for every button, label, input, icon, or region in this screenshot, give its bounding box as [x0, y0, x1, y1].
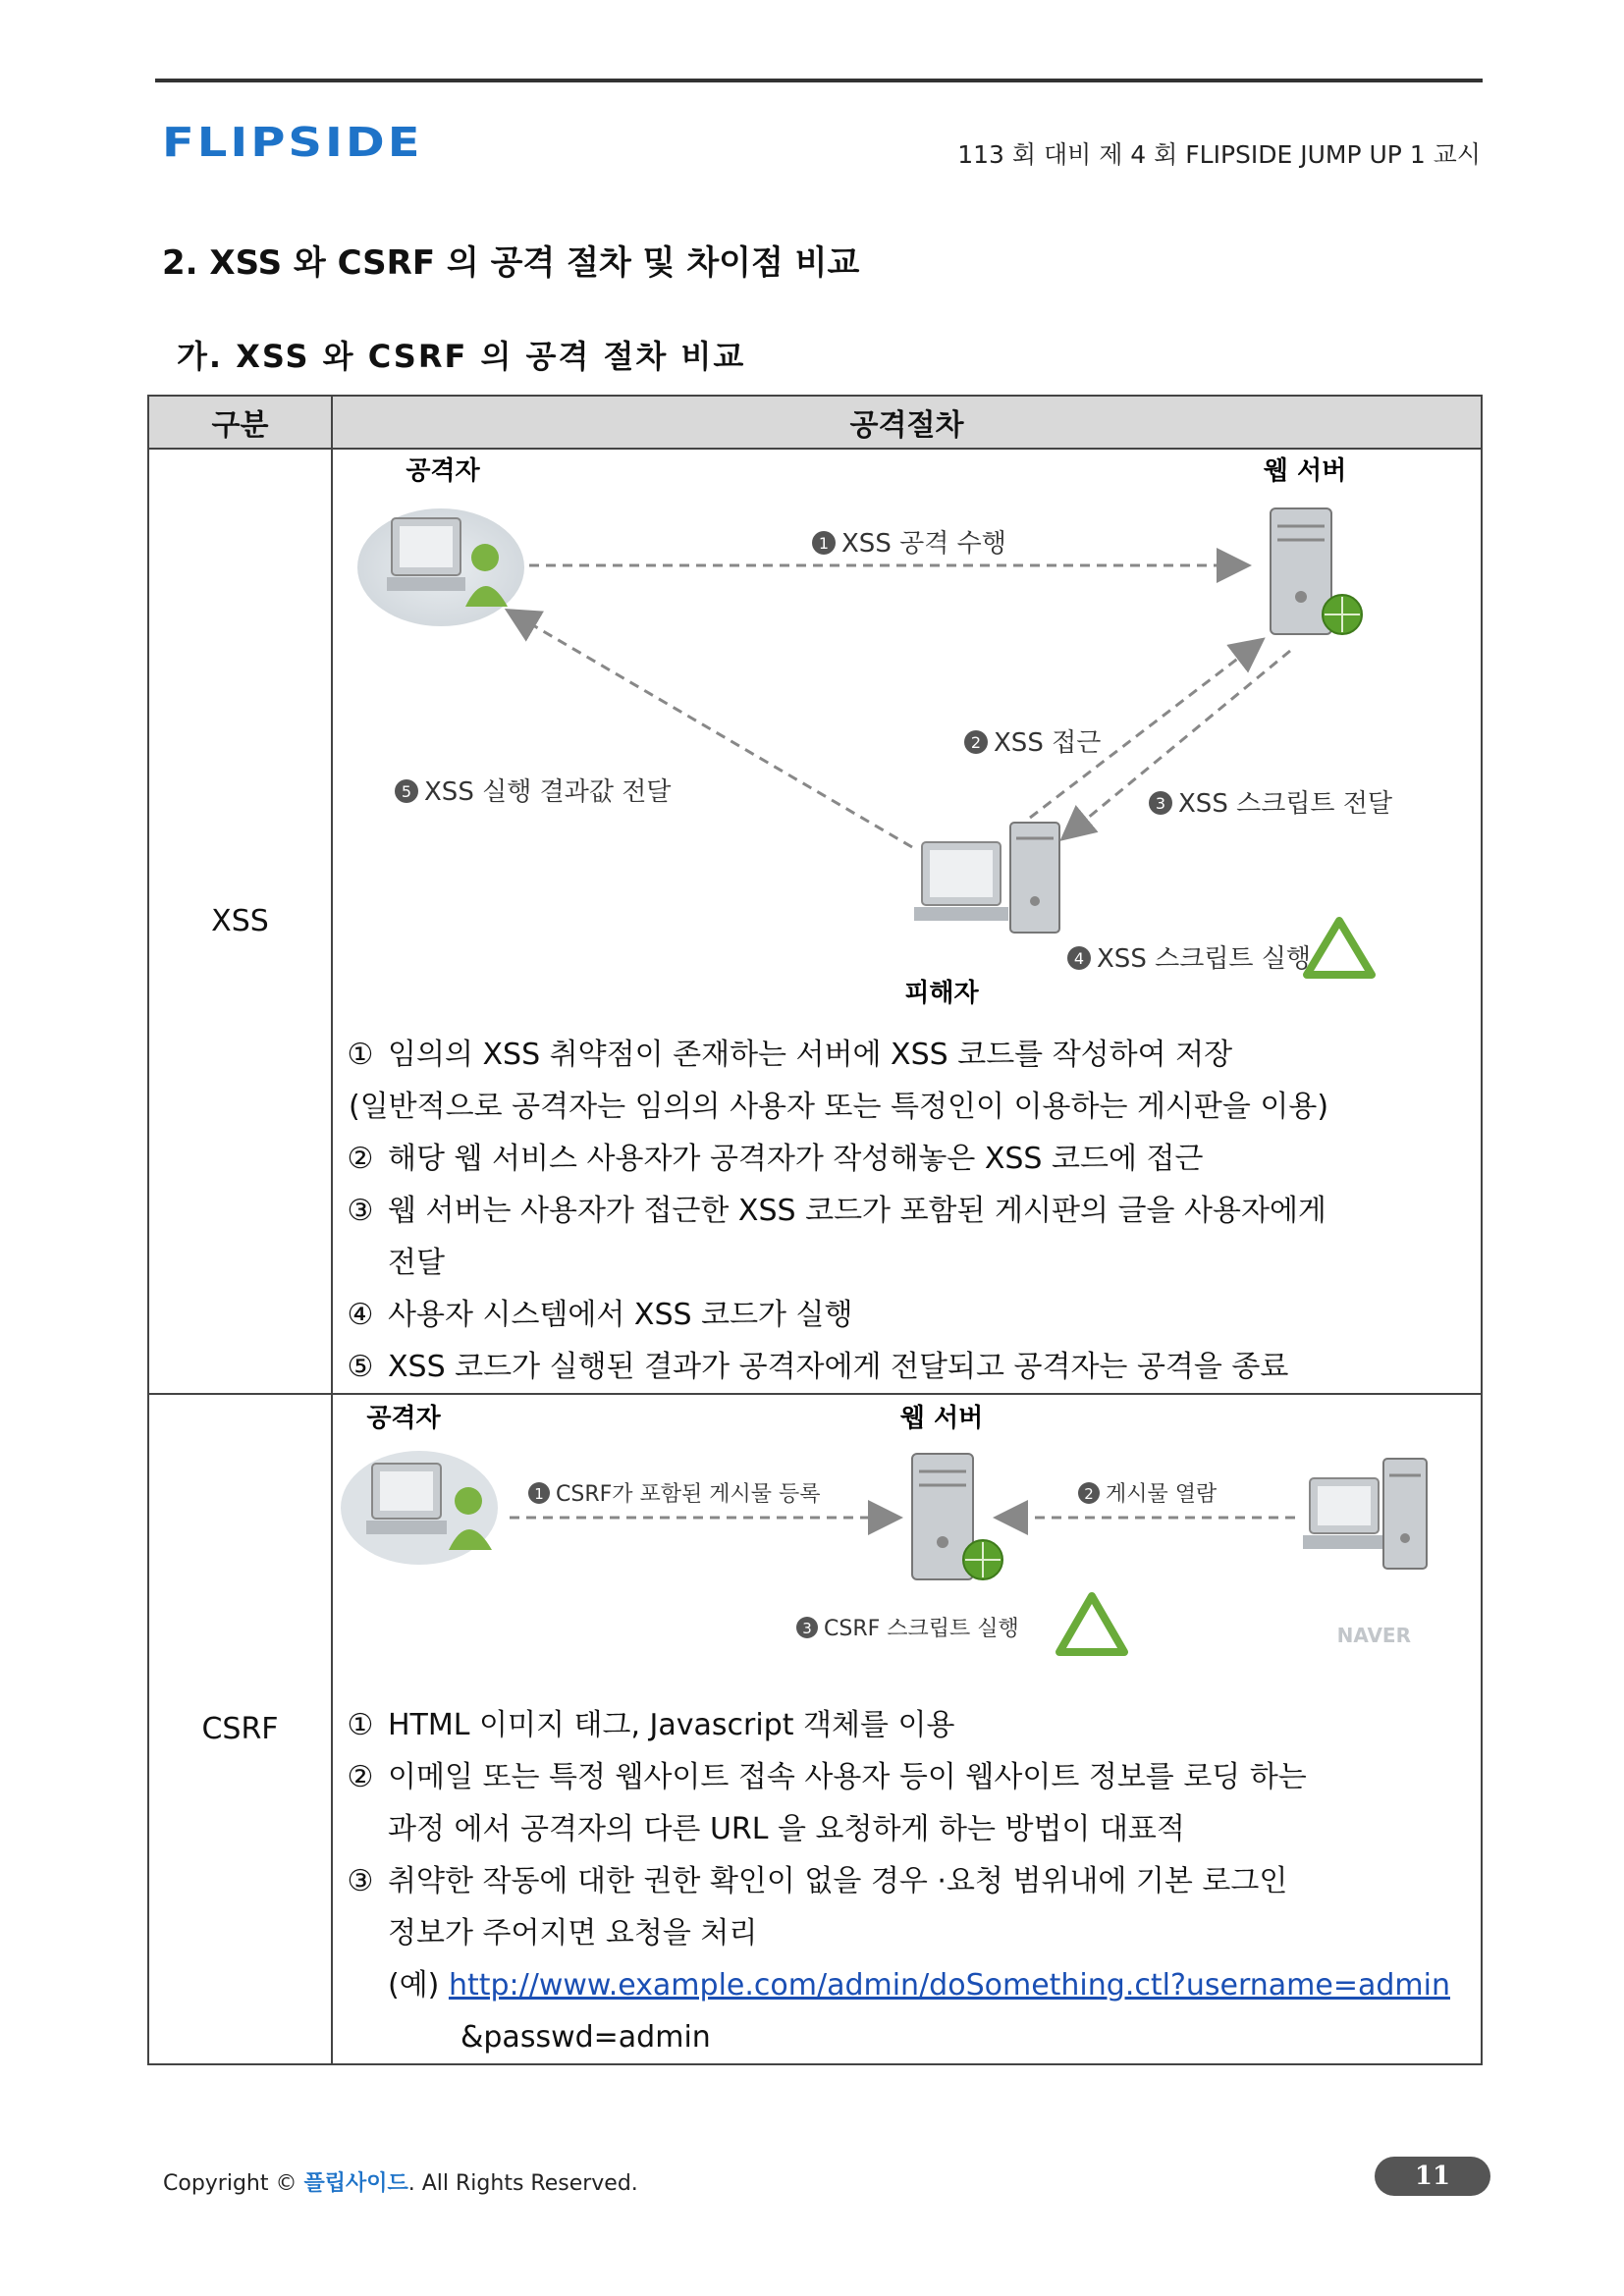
list-item-note: (일반적으로 공격자는 임의의 사용자 또는 특정인이 이용하는 게시판을 이용): [349, 1090, 1329, 1124]
csrf-diagram: [333, 1395, 1433, 1699]
list-item: ① HTML 이미지 태그, Javascript 객체를 이용: [347, 1708, 955, 1742]
sub-title: 가. XSS 와 CSRF 의 공격 절차 비교: [177, 338, 746, 375]
list-item: ③ 취약한 작동에 대한 권한 확인이 없을 경우 ·요청 범위내에 기본 로그인: [347, 1864, 1288, 1898]
flipside-logo: FLIPSIDE: [162, 119, 423, 167]
xss-step4-label: XSS 스크립트 실행: [1097, 944, 1312, 974]
csrf-server-label: 웹 서버: [899, 1404, 984, 1433]
xss-server-label: 웹 서버: [1263, 456, 1347, 486]
list-item: ⑤ XSS 코드가 실행된 결과가 공격자에게 전달되고 공격자는 공격을 종료: [347, 1350, 1289, 1384]
naver-watermark: NAVER: [1336, 1624, 1411, 1647]
attacker-computer-icon: [357, 508, 524, 626]
xss-step2-num: 2: [970, 733, 982, 752]
xss-step4-num: 4: [1073, 949, 1085, 968]
xss-step3-num: 3: [1155, 794, 1166, 813]
xss-steps-list: [333, 1029, 1481, 1393]
arrow-result: [510, 612, 912, 847]
table-row-csrf: [148, 1394, 1482, 2064]
page-number-badge: 11: [1375, 2157, 1490, 2196]
footer-copyright: Copyright © 플립사이드. All Rights Reserved.: [163, 2171, 638, 2196]
csrf-steps-list: [333, 1699, 1481, 2063]
list-item: ④ 사용자 시스템에서 XSS 코드가 실행: [347, 1298, 853, 1332]
csrf-step3-label: CSRF 스크립트 실행: [824, 1617, 1019, 1641]
csrf-step1-num: 1: [534, 1485, 544, 1503]
header-meta: 113 회 대비 제 4 회 FLIPSIDE JUMP UP 1 교시: [957, 140, 1481, 169]
attacker-computer-icon: [341, 1451, 498, 1565]
header-category: 구분: [148, 396, 332, 449]
row-label-xss: XSS: [148, 449, 332, 1394]
xss-step1-label: XSS 공격 수행: [841, 529, 1006, 559]
xss-attacker-label: 공격자: [406, 456, 480, 486]
xss-step3-label: XSS 스크립트 전달: [1178, 789, 1393, 819]
recycle-icon: [1059, 1596, 1124, 1652]
web-server-icon: [1271, 508, 1362, 634]
footer-brand: 플립사이드: [303, 2171, 408, 2196]
xss-step5-label: XSS 실행 결과값 전달: [424, 777, 672, 807]
csrf-step2-num: 2: [1084, 1485, 1094, 1503]
example-line-continued: &passwd=admin: [460, 2020, 711, 2055]
example-line: [333, 1959, 1481, 2011]
comparison-table: [147, 395, 1483, 2065]
xss-diagram: [333, 450, 1433, 1029]
table-header-row: [148, 396, 1482, 449]
table-row-xss: [148, 449, 1482, 1394]
list-item-continued: 전달: [388, 1246, 445, 1280]
web-server-icon: [912, 1454, 1002, 1579]
example-url-link[interactable]: http://www.example.com/admin/doSomething.ctl?username=admin: [448, 1968, 1450, 2002]
xss-step2-label: XSS 접근: [994, 728, 1102, 758]
xss-step5-num: 5: [401, 782, 412, 801]
xss-procedure-cell: [332, 449, 1482, 1394]
list-item-continued: 정보가 주어지면 요청을 처리: [388, 1916, 758, 1950]
list-item-continued: 과정 에서 공격자의 다른 URL 을 요청하게 하는 방법이 대표적: [388, 1812, 1185, 1846]
victim-computer-icon: [1303, 1459, 1427, 1569]
list-item: ① 임의의 XSS 취약점이 존재하는 서버에 XSS 코드를 작성하여 저장: [347, 1038, 1233, 1072]
xss-victim-label: 피해자: [904, 979, 979, 1008]
list-item: ③ 웹 서버는 사용자가 접근한 XSS 코드가 포함된 게시판의 글을 사용자에게: [347, 1194, 1326, 1228]
csrf-step1-label: CSRF가 포함된 게시물 등록: [556, 1482, 821, 1507]
csrf-procedure-cell: [332, 1394, 1482, 2064]
row-label-csrf: CSRF: [148, 1394, 332, 2064]
list-item: ② 해당 웹 서비스 사용자가 공격자가 작성해놓은 XSS 코드에 접근: [347, 1142, 1204, 1176]
csrf-step3-num: 3: [802, 1620, 812, 1637]
csrf-step2-label: 게시물 열람: [1106, 1482, 1218, 1507]
csrf-attacker-label: 공격자: [366, 1404, 441, 1433]
xss-step1-num: 1: [818, 534, 830, 553]
list-item: ② 이메일 또는 특정 웹사이트 접속 사용자 등이 웹사이트 정보를 로딩 하는: [347, 1760, 1307, 1794]
victim-computer-icon: [914, 823, 1059, 933]
example-prefix: (예): [388, 1968, 440, 2002]
recycle-icon: [1307, 921, 1372, 975]
header-procedure: 공격절차: [332, 396, 1482, 449]
header-rule: [155, 79, 1483, 82]
section-title: 2. XSS 와 CSRF 의 공격 절차 및 차이점 비교: [162, 243, 860, 283]
